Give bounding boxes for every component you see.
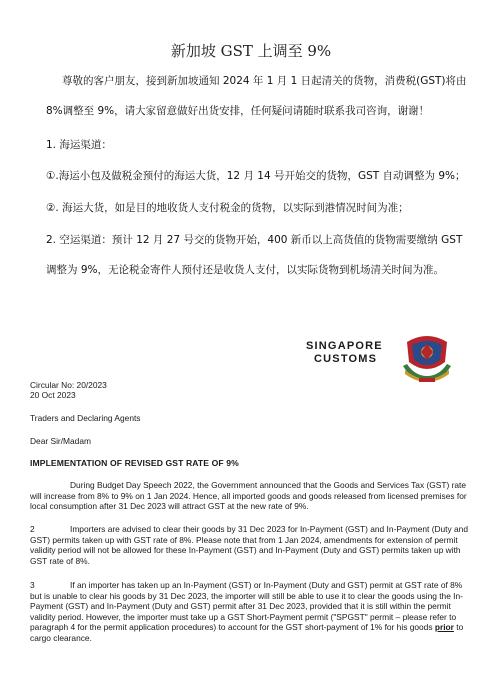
customs-circular-image — [30, 318, 474, 680]
air-channel-line-2: 调整为 9%，无论税金寄件人预付还是收货人支付，以实际货物到机场清关时间为准。 — [46, 264, 444, 276]
circular-paragraph-3-number: 3 — [30, 580, 35, 590]
circular-paragraph-3-prior: prior — [434, 622, 454, 632]
notice-title: 新加坡 GST 上调至 9% — [170, 42, 332, 60]
sea-channel-item-1: ①.海运小包及做税金预付的海运大货，12 月 14 号开始交的货物，GST 自动调整为 9%； — [46, 170, 466, 182]
circular-recipients: Traders and Declaring Agents — [30, 413, 141, 423]
notice-intro-line1: 尊敬的客户朋友，接到新加坡通知 2024 年 1 月 1 日起清关的货物，消费税(GST)将由 — [62, 75, 467, 87]
circular-heading: IMPLEMENTATION OF REVISED GST RATE OF 9% — [30, 458, 239, 468]
air-channel-line-1: 2. 空运渠道：预计 12 月 27 号交的货物开始，400 新币以上高货值的货物需要缴纳 GST — [46, 234, 463, 246]
singapore-customs-crest-icon — [399, 332, 455, 386]
circular-paragraph-3 — [30, 580, 474, 643]
notice-intro-line2: 8%调整至 9%，请大家留意做好出货安排，任何疑问请随时联系我司咨询，谢谢！ — [46, 105, 430, 117]
customs-logo-line2: CUSTOMS — [314, 353, 378, 365]
sea-channel-item-2: ②. 海运大货，如是目的地收货人支付税金的货物，以实际到港情况时间为准； — [46, 202, 409, 214]
circular-paragraph-2: Importers are advised to clear their goods by 31 Dec 2023 for In-Payment (GST) and In-Payment (Duty and GST) permits taken up with GST rate of 8%. Please note that from 1 Jan 2024, amendments for extension of permit validity period will not be allowed for these In-Payment (GST) and In-Payment (Duty and GST) permits taken up with GST rate of 8%. — [30, 524, 469, 566]
circular-date: 20 Oct 2023 — [30, 390, 76, 400]
circular-paragraph-3-text: If an importer has taken up an In-Payment (GST) or In-Payment (Duty and GST) permit at GST rate of 8% but is unable to clear his goods by 31 Dec 2023, the importer will still be able to use it to clear the goods using the In-Payment (GST) and In-Payment (Duty and GST) permit after 31 Dec 2023, provided that it is still within the permit validity period. However, the importer must take up a GST Short-Payment permit ("SPGST" permit – please refer to paragraph 4 for the permit application procedures) to account for the GST short-payment of 1% for his goods — [30, 580, 463, 632]
circular-number: Circular No: 20/2023 — [30, 380, 107, 390]
circular-paragraph-3-end: to cargo clearance. — [30, 622, 464, 643]
circular-paragraph-2-number: 2 — [30, 524, 35, 534]
circular-paragraph-1: During Budget Day Speech 2022, the Government announced that the Goods and Services Tax (GST) rate will increase from 8% to 9% on 1 Jan 2024. Hence, all imported goods and goods released from licensed premises for local consumption after 31 Dec 2023 will attract GST at the new rate of 9%. — [30, 480, 467, 511]
customs-logo-line1: SINGAPORE — [306, 340, 383, 352]
circular-salutation: Dear Sir/Madam — [30, 436, 91, 446]
sea-channel-heading: 1. 海运渠道： — [46, 139, 112, 151]
